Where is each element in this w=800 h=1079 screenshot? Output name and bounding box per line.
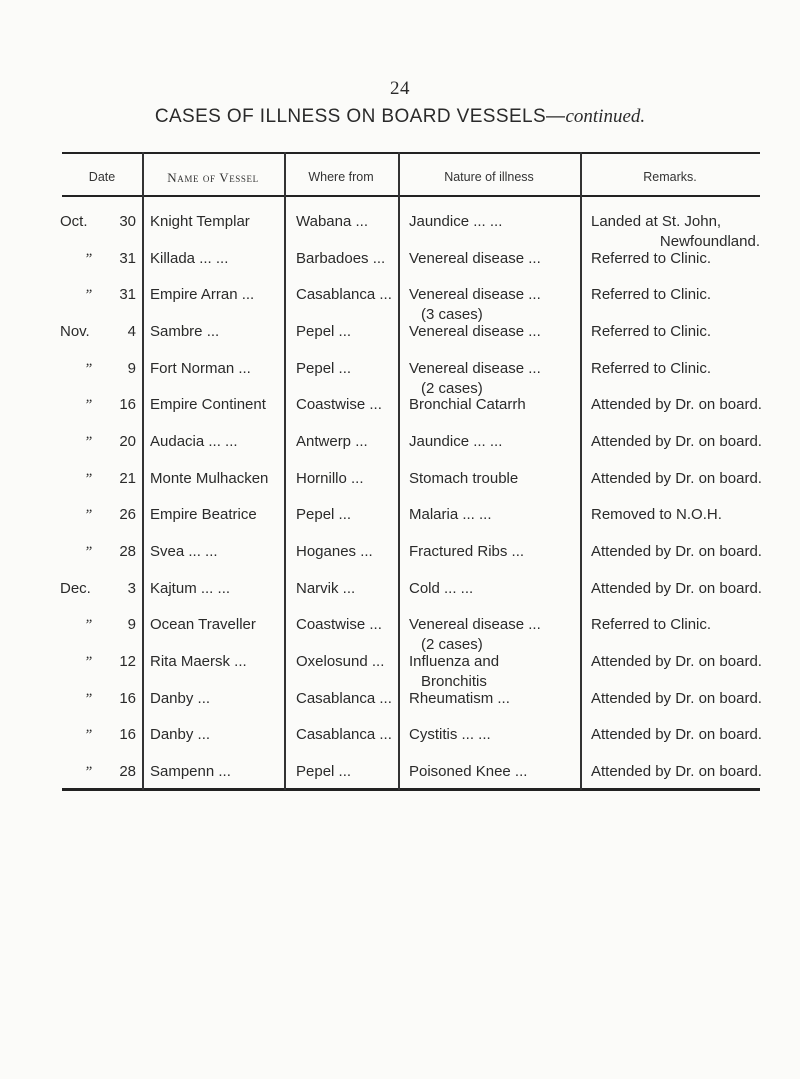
date-month <box>60 579 108 599</box>
date-day <box>108 652 136 672</box>
remarks <box>591 725 762 745</box>
where-from-text: Pepel ... <box>296 506 352 524</box>
vessel-name <box>150 249 280 269</box>
remarks <box>591 652 762 672</box>
nature-of-illness-text: Cold ... ... <box>409 579 474 597</box>
remarks <box>591 762 762 782</box>
page-title <box>0 106 800 128</box>
where-from-text: Casablanca ... <box>296 689 392 707</box>
remarks <box>591 579 762 599</box>
date-month-text: ” <box>84 654 93 670</box>
vessel-name-text: Svea ... ... <box>150 543 218 560</box>
table-row <box>0 395 800 435</box>
vessel-name-text: Sambre ... <box>150 323 220 340</box>
date-day-text: 12 <box>119 653 136 670</box>
vessel-name <box>150 469 280 489</box>
where-from <box>296 652 400 672</box>
nature-of-illness-text: Stomach trouble <box>409 469 519 487</box>
date-month <box>60 212 108 232</box>
date-month-text: ” <box>84 360 93 377</box>
date-day <box>108 359 136 379</box>
where-from <box>296 212 400 232</box>
vessel-name <box>150 322 280 342</box>
date-month-text: Dec. <box>60 579 91 597</box>
remarks <box>591 359 762 379</box>
vessel-name-text: Empire Arran ... <box>150 286 255 304</box>
date-day <box>108 615 136 635</box>
date-day-text: 26 <box>119 506 136 524</box>
date-month-text: ” <box>84 434 93 450</box>
where-from-text: Hornillo ... <box>296 469 364 487</box>
table-row <box>0 505 800 545</box>
vessel-name <box>150 505 280 525</box>
vessel-name-text: Kajtum ... ... <box>150 579 231 597</box>
vessel-name <box>150 615 280 635</box>
table-row <box>0 249 800 289</box>
where-from-text: Casablanca ... <box>296 286 392 304</box>
nature-of-illness <box>409 725 579 745</box>
date-day <box>108 469 136 489</box>
nature-of-illness <box>409 542 579 562</box>
nature-of-illness-continuation: (3 cases) <box>421 306 483 324</box>
nature-of-illness <box>409 285 579 325</box>
date-month-text: ” <box>84 250 93 267</box>
date-month-text: ” <box>84 397 93 414</box>
where-from-text: Hoganes ... <box>296 543 373 560</box>
date-day-text: 28 <box>119 543 136 560</box>
date-day <box>108 725 136 745</box>
where-from <box>296 689 400 709</box>
nature-of-illness <box>409 359 579 399</box>
where-from <box>296 395 400 415</box>
vessel-name-text: Monte Mulhacken <box>150 469 269 487</box>
date-month-text: ” <box>84 727 93 744</box>
table-row <box>0 579 800 619</box>
remarks <box>591 249 762 269</box>
vessel-name <box>150 542 280 562</box>
nature-of-illness <box>409 212 579 232</box>
vessel-name <box>150 285 280 305</box>
where-from <box>296 725 400 745</box>
where-from-text: Narvik ... <box>296 579 356 597</box>
table-row <box>0 359 800 399</box>
where-from-text: Pepel ... <box>296 359 352 377</box>
nature-of-illness-continuation: Bronchitis <box>421 673 487 690</box>
nature-of-illness <box>409 689 579 709</box>
date-month-text: ” <box>84 287 93 304</box>
vessel-name <box>150 762 280 782</box>
nature-of-illness <box>409 432 579 452</box>
date-day-text: 4 <box>127 323 136 340</box>
nature-of-illness-text: Cystitis ... ... <box>409 726 491 744</box>
table-row <box>0 542 800 582</box>
vessel-name-text: Danby ... <box>150 689 211 707</box>
date-day-text: 28 <box>119 763 136 780</box>
date-month-text: ” <box>84 617 93 634</box>
vessel-name-text: Empire Beatrice <box>150 506 257 524</box>
header-date: Date <box>88 170 116 184</box>
remarks-text: Removed to N.O.H. <box>591 506 722 524</box>
table-row <box>0 469 800 509</box>
table-row <box>0 652 800 692</box>
date-day-text: 3 <box>127 579 136 597</box>
where-from-text: Coastwise ... <box>296 616 382 634</box>
page-title-suffix: continued. <box>565 106 646 127</box>
date-day-text: 16 <box>119 726 136 744</box>
date-day-text: 31 <box>119 249 136 267</box>
nature-of-illness <box>409 249 579 269</box>
date-day <box>108 542 136 562</box>
date-day <box>108 395 136 415</box>
table-header-rule <box>62 195 760 197</box>
date-day-text: 21 <box>119 469 136 487</box>
where-from-text: Oxelosund ... <box>296 653 385 670</box>
vessel-name <box>150 395 280 415</box>
where-from <box>296 285 400 305</box>
remarks <box>591 615 762 635</box>
vessel-name <box>150 212 280 232</box>
table-row <box>0 285 800 325</box>
date-day <box>108 579 136 599</box>
where-from <box>296 322 400 342</box>
where-from-text: Barbadoes ... <box>296 249 386 267</box>
remarks-continuation: Newfoundland. <box>659 233 760 250</box>
vessel-name <box>150 432 280 452</box>
where-from <box>296 762 400 782</box>
vessel-name-text: Killada ... ... <box>150 249 229 267</box>
where-from-text: Coastwise ... <box>296 396 382 414</box>
date-day <box>108 322 136 342</box>
table-row <box>0 762 800 802</box>
remarks <box>591 542 762 562</box>
vessel-name-text: Danby ... <box>150 726 211 744</box>
where-from <box>296 579 400 599</box>
date-day <box>108 689 136 709</box>
nature-of-illness <box>409 469 579 489</box>
date-day-text: 16 <box>119 396 136 414</box>
nature-of-illness <box>409 762 579 782</box>
remarks-text: Attended by Dr. on board. <box>591 763 762 780</box>
nature-of-illness-continuation: (2 cases) <box>421 636 483 654</box>
nature-of-illness <box>409 322 579 342</box>
date-day <box>108 505 136 525</box>
date-month <box>60 322 108 342</box>
vessel-name <box>150 579 280 599</box>
nature-of-illness-text: Jaundice ... ... <box>409 213 503 230</box>
vessel-name-text: Fort Norman ... <box>150 359 251 377</box>
nature-of-illness <box>409 615 579 655</box>
remarks <box>591 212 762 252</box>
where-from-text: Wabana ... <box>296 213 368 230</box>
date-month-text: ” <box>84 690 93 707</box>
remarks-text: Attended by Dr. on board. <box>591 433 762 450</box>
vessel-name-text: Sampenn ... <box>150 763 231 780</box>
where-from <box>296 469 400 489</box>
remarks-text: Referred to Clinic. <box>591 323 712 340</box>
page-number: 24 <box>390 78 410 99</box>
nature-of-illness <box>409 652 579 692</box>
page-title-main: CASES OF ILLNESS ON BOARD VESSELS— <box>154 106 566 127</box>
nature-of-illness <box>409 579 579 599</box>
table-row <box>0 432 800 472</box>
remarks-text: Referred to Clinic. <box>591 249 712 267</box>
vessel-name-text: Rita Maersk ... <box>150 653 247 670</box>
remarks <box>591 395 762 415</box>
nature-of-illness <box>409 505 579 525</box>
where-from-text: Pepel ... <box>296 323 352 340</box>
where-from <box>296 432 400 452</box>
nature-of-illness-text: Jaundice ... ... <box>409 433 503 450</box>
vessel-name <box>150 725 280 745</box>
date-day <box>108 212 136 232</box>
table-row <box>0 615 800 655</box>
date-day-text: 31 <box>119 286 136 304</box>
date-day <box>108 285 136 305</box>
remarks-text: Referred to Clinic. <box>591 359 712 377</box>
remarks-text: Attended by Dr. on board. <box>591 396 762 414</box>
date-day <box>108 762 136 782</box>
remarks <box>591 322 762 342</box>
vessel-name-text: Empire Continent <box>150 396 266 414</box>
nature-of-illness-text: Bronchial Catarrh <box>409 396 526 414</box>
nature-of-illness-text: Influenza and <box>409 653 500 670</box>
vessel-name <box>150 689 280 709</box>
nature-of-illness-text: Fractured Ribs ... <box>409 543 525 560</box>
date-day <box>108 432 136 452</box>
nature-of-illness-text: Malaria ... ... <box>409 506 492 524</box>
nature-of-illness-text: Rheumatism ... <box>409 689 510 707</box>
where-from <box>296 542 400 562</box>
date-month-text: Nov. <box>60 323 90 340</box>
remarks-text: Referred to Clinic. <box>591 616 712 634</box>
remarks <box>591 469 762 489</box>
header-where-from: Where from <box>308 170 374 184</box>
remarks <box>591 285 762 305</box>
date-month-text: ” <box>84 507 93 524</box>
header-illness: Nature of illness <box>444 170 534 184</box>
remarks-text: Attended by Dr. on board. <box>591 726 762 744</box>
nature-of-illness-text: Poisoned Knee ... <box>409 763 528 780</box>
date-day <box>108 249 136 269</box>
where-from-text: Antwerp ... <box>296 433 368 450</box>
header-vessel: Name of Vessel <box>167 170 259 185</box>
header-remarks: Remarks. <box>643 170 697 184</box>
remarks <box>591 432 762 452</box>
date-day-text: 20 <box>119 433 136 450</box>
date-day-text: 9 <box>127 616 136 634</box>
table-row <box>0 212 800 252</box>
vessel-name-text: Ocean Traveller <box>150 616 256 634</box>
where-from-text: Casablanca ... <box>296 726 392 744</box>
remarks-text: Attended by Dr. on board. <box>591 579 762 597</box>
date-month-text: ” <box>84 470 93 487</box>
remarks-text: Landed at St. John, <box>591 213 722 230</box>
remarks-text: Attended by Dr. on board. <box>591 543 762 560</box>
nature-of-illness-text: Venereal disease ... <box>409 286 541 304</box>
date-month-text: ” <box>84 764 93 780</box>
date-month-text: Oct. <box>60 213 88 230</box>
where-from <box>296 249 400 269</box>
nature-of-illness-text: Venereal disease ... <box>409 249 541 267</box>
where-from <box>296 615 400 635</box>
nature-of-illness-text: Venereal disease ... <box>409 616 541 634</box>
date-month-text: ” <box>84 544 93 560</box>
where-from <box>296 505 400 525</box>
where-from-text: Pepel ... <box>296 763 352 780</box>
nature-of-illness <box>409 395 579 415</box>
vessel-name <box>150 359 280 379</box>
date-day-text: 9 <box>127 359 136 377</box>
vessel-name-text: Audacia ... ... <box>150 433 238 450</box>
remarks-text: Attended by Dr. on board. <box>591 653 762 670</box>
table-row <box>0 689 800 729</box>
where-from <box>296 359 400 379</box>
vessel-name <box>150 652 280 672</box>
vessel-name-text: Knight Templar <box>150 213 250 230</box>
nature-of-illness-text: Venereal disease ... <box>409 359 541 377</box>
remarks-text: Attended by Dr. on board. <box>591 469 762 487</box>
nature-of-illness-text: Venereal disease ... <box>409 323 541 340</box>
date-day-text: 16 <box>119 689 136 707</box>
table-row <box>0 725 800 765</box>
remarks-text: Referred to Clinic. <box>591 286 712 304</box>
remarks <box>591 689 762 709</box>
remarks-text: Attended by Dr. on board. <box>591 689 762 707</box>
table-top-rule <box>62 152 760 154</box>
table-row <box>0 322 800 362</box>
nature-of-illness-continuation: (2 cases) <box>421 379 483 397</box>
date-day-text: 30 <box>119 213 136 230</box>
remarks <box>591 505 762 525</box>
